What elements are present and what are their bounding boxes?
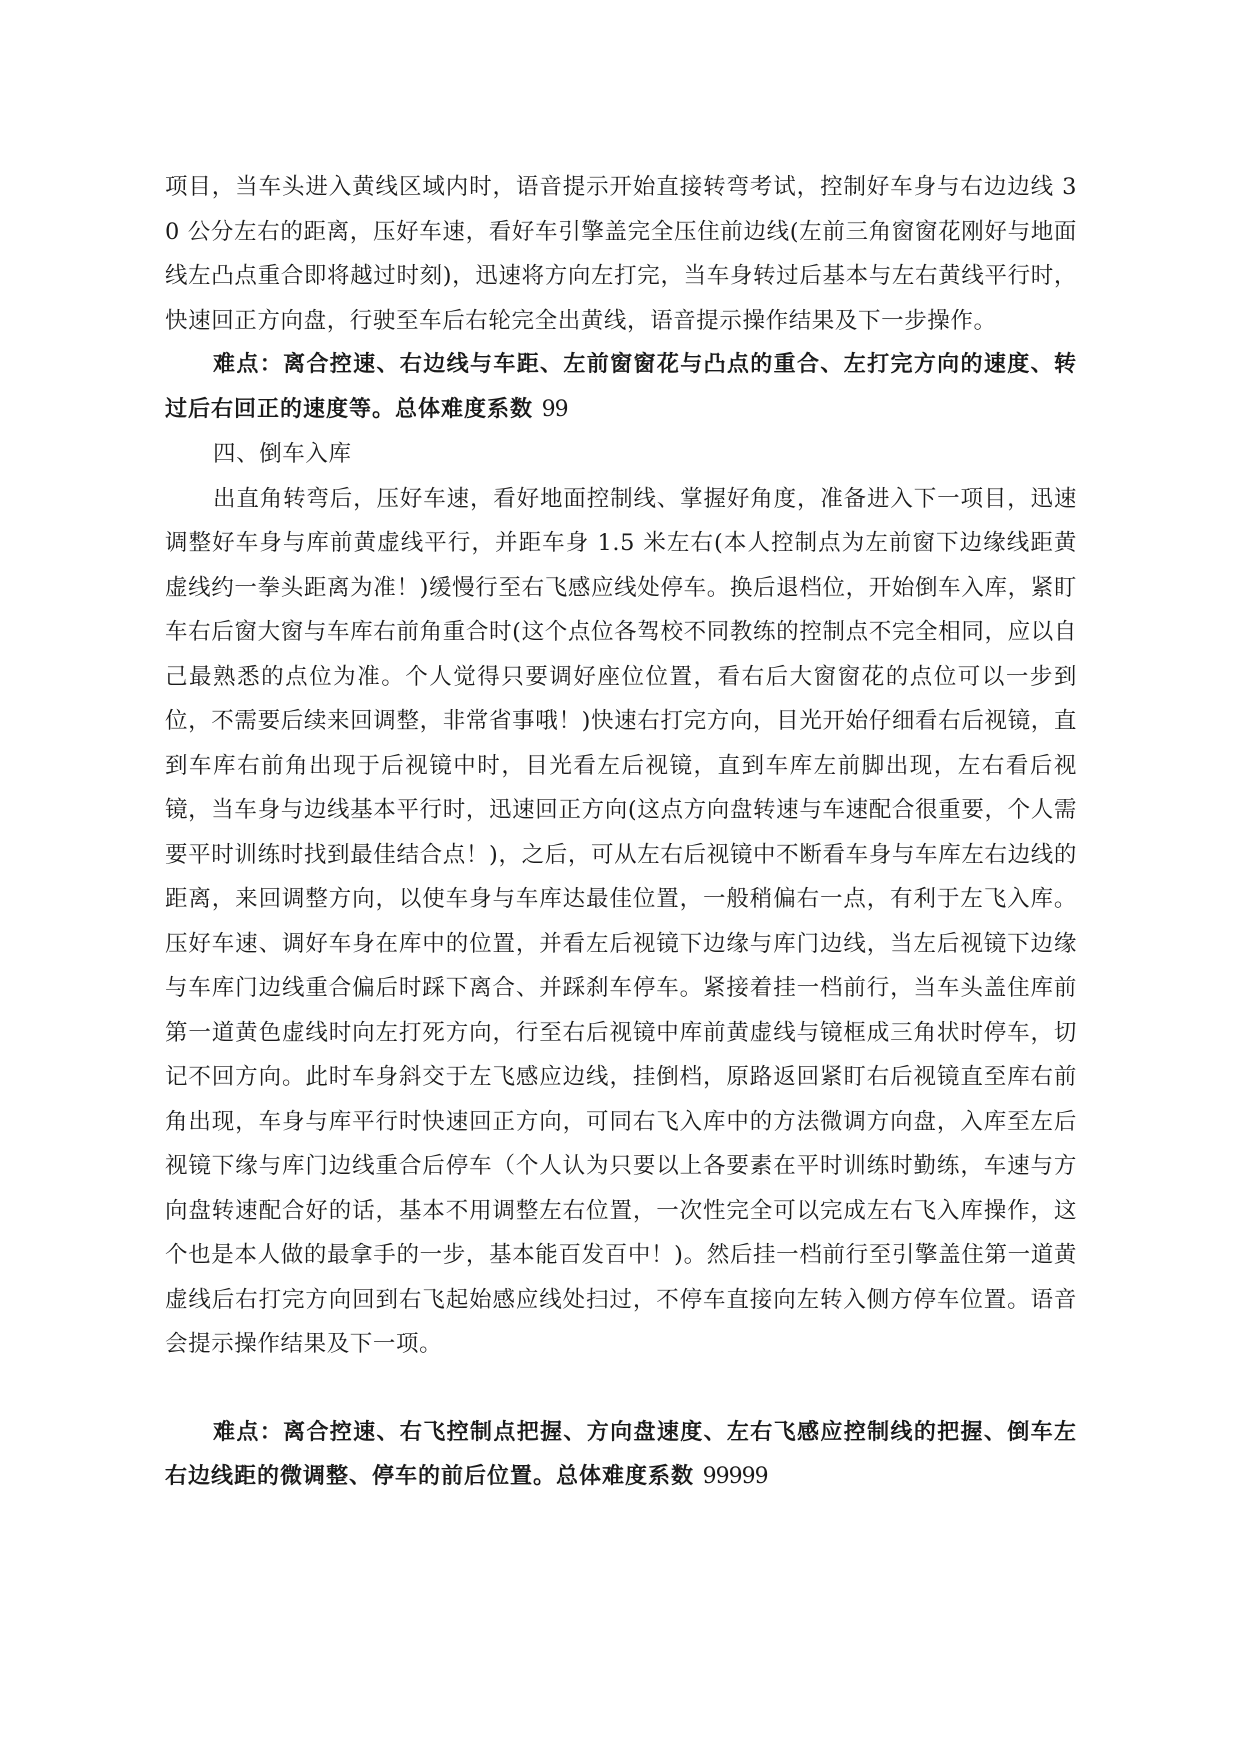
difficulty-note-2-text: 难点：离合控速、右飞控制点把握、方向盘速度、左右飞感应控制线的把握、倒车左右边线距的微调整、停车的前后位置。总体难度系数 [165, 1419, 1077, 1489]
paragraph-spacer [165, 1367, 1077, 1411]
difficulty-note-2 [165, 1411, 1077, 1500]
paragraph-right-angle-turn: 项目，当车头进入黄线区域内时，语音提示开始直接转弯考试，控制好车身与右边边线 30 公分左右的距离，压好车速，看好车引擎盖完全压住前边线(左前三角窗窗花刚好与地面线左凸点重合即将越过时刻)，迅速将方向左打完，当车身转过后基本与左右黄线平行时，快速回正方向盘，行驶至车后右轮完全出黄线，语音提示操作结果及下一步操作。 [165, 174, 1077, 334]
difficulty-rating-2: 99999 [702, 1464, 768, 1489]
paragraph-reverse-parking: 出直角转弯后，压好车速，看好地面控制线、掌握好角度，准备进入下一项目，迅速调整好车身与库前黄虚线平行，并距车身 1.5 米左右(本人控制点为左前窗下边缘线距黄虚线约一拳头距离为准！)缓慢行至右飞感应线处停车。换后退档位，开始倒车入库，紧盯车右后窗大窗与车库右前角重合时(这个点位各驾校不同教练的控制点不完全相同，应以自己最熟悉的点位为准。个人觉得只要调好座位位置，看右后大窗窗花的点位可以一步到位，不需要后续来回调整，非常省事哦！)快速右打完方向，目光开始仔细看右后视镜，直到车库右前角出现于后视镜中时，目光看左后视镜，直到车库左前脚出现，左右看后视镜，当车身与边线基本平行时，迅速回正方向(这点方向盘转速与车速配合很重要，个人需要平时训练时找到最佳结合点！)，之后，可从左右后视镜中不断看车身与车库左右边线的距离，来回调整方向，以使车身与车库达最佳位置，一般稍偏右一点，有利于左飞入库。压好车速、调好车身在库中的位置，并看左后视镜下边缘与库门边线，当左后视镜下边缘与车库门边线重合偏后时踩下离合、并踩刹车停车。紧接着挂一档前行，当车头盖住库前第一道黄色虚线时向左打死方向，行至右后视镜中库前黄虚线与镜框成三角状时停车，切记不回方向。此时车身斜交于左飞感应边线，挂倒档，原路返回紧盯右后视镜直至库右前角出现，车身与库平行时快速回正方向，可同右飞入库中的方法微调方向盘，入库至左后视镜下缘与库门边线重合后停车（个人认为只要以上各要素在平时训练时勤练，车速与方向盘转速配合好的话，基本不用调整左右位置，一次性完全可以完成左右飞入库操作，这个也是本人做的最拿手的一步，基本能百发百中！)。然后挂一档前行至引擎盖住第一道黄虚线后右打完方向回到右飞起始感应线处扫过，不停车直接向左转入侧方停车位置。语音会提示操作结果及下一项。 [165, 485, 1077, 1357]
section-heading-reverse-parking: 四、倒车入库 [213, 441, 352, 467]
difficulty-rating-1: 99 [541, 396, 568, 422]
difficulty-note-1-text: 难点：离合控速、右边线与车距、左前窗窗花与凸点的重合、左打完方向的速度、转过后右回正的速度等。总体难度系数 [165, 352, 1077, 422]
document-page [165, 165, 1077, 1500]
difficulty-note-1 [165, 343, 1077, 432]
